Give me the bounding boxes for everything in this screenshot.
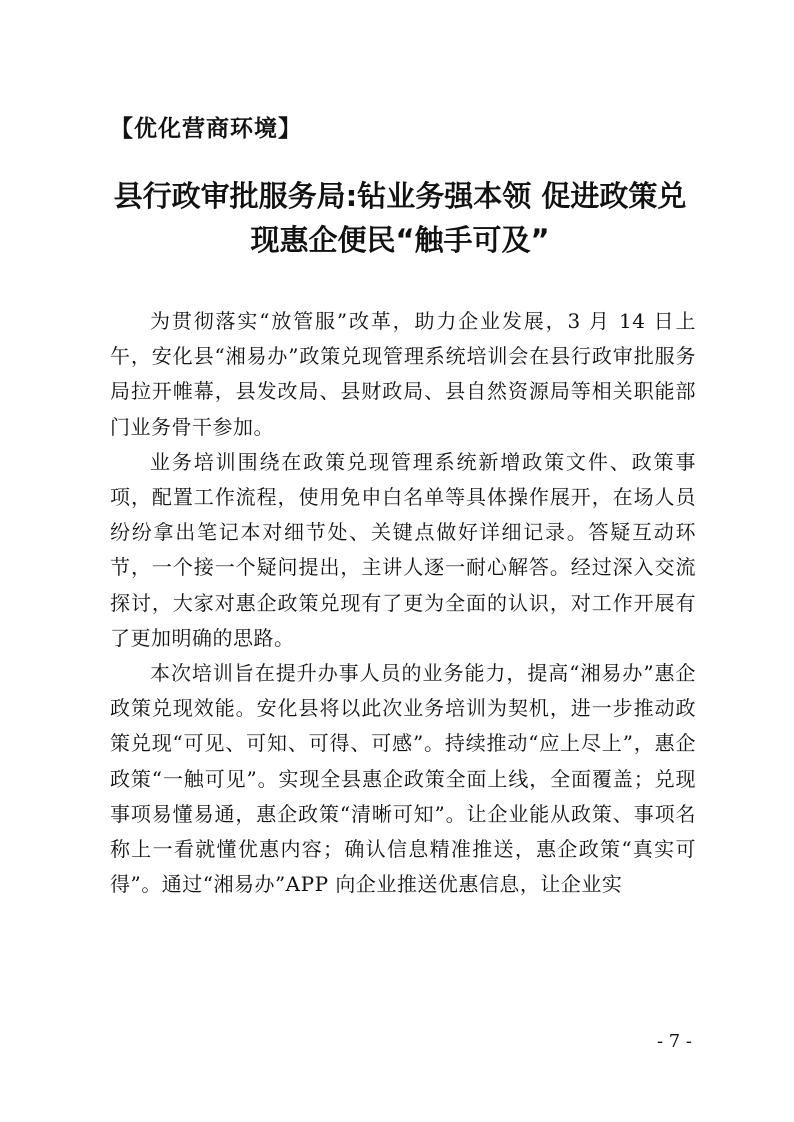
section-tag: 【优化营商环境】	[110, 116, 302, 142]
article-body	[110, 304, 696, 902]
article-title-line-2: 现惠企便民“触手可及”	[250, 223, 550, 257]
paragraph-3: 本次培训旨在提升办事人员的业务能力，提高“湘易办”惠企政策兑现效能。安化县将以此次业务培训为契机，进一步推动政策兑现“可见、可知、可得、可感”。持续推动“应上尽上”，惠企政策“一触可见”。实现全县惠企政策全面上线，全面覆盖；兑现事项易懂易通，惠企政策“清晰可知”。让企业能从政策、事项名称上一看就懂优惠内容；确认信息精准推送，惠企政策“真实可得”。通过“湘易办”APP 向企业推送优惠信息，让企业实	[110, 661, 696, 897]
article-title-line-1: 县行政审批服务局:钻业务强本领 促进政策兑	[113, 179, 687, 213]
paragraph-1: 为贯彻落实“放管服”改革，助力企业发展，3 月 14 日上午，安化县“湘易办”政策兑现管理系统培训会在县行政审批服务局拉开帷幕，县发改局、县财政局、县自然资源局等相关职能部门业务骨干参加。	[110, 309, 696, 439]
page-number: - 7 -	[656, 1031, 692, 1052]
paragraph-2: 业务培训围绕在政策兑现管理系统新增政策文件、政策事项，配置工作流程，使用免申白名单等具体操作展开，在场人员纷纷拿出笔记本对细节处、关键点做好详细记录。答疑互动环节，一个接一个疑问提出，主讲人逐一耐心解答。经过深入交流探讨，大家对惠企政策兑现有了更为全面的认识，对工作开展有了更加明确的思路。	[110, 449, 696, 650]
